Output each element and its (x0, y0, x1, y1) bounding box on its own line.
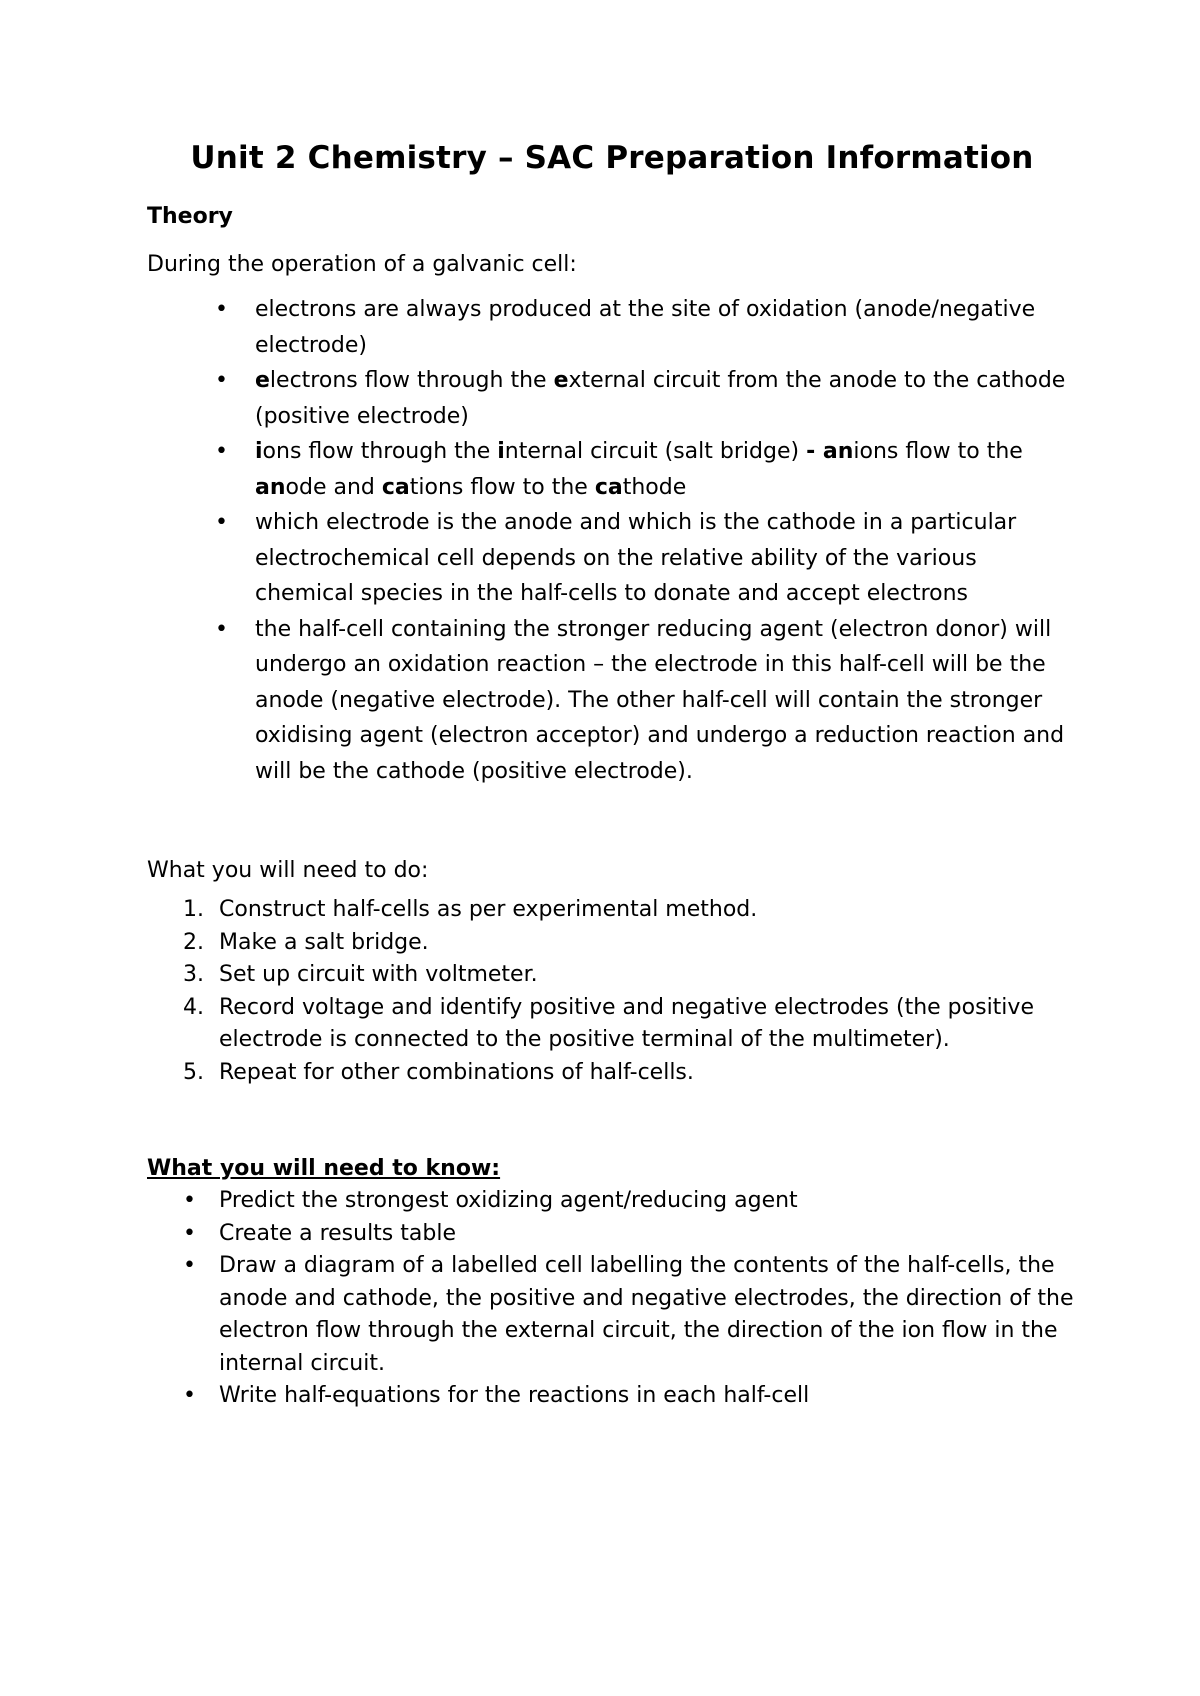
emphasis-letter: ca (381, 474, 410, 500)
theory-item-text: ode and (285, 474, 382, 500)
bullet-icon: • (183, 1383, 196, 1408)
know-bullet-list (147, 1185, 1077, 1413)
list-item (215, 292, 1077, 363)
list-item (215, 505, 1077, 612)
todo-step-list (147, 894, 1077, 1089)
theory-heading: Theory (147, 204, 233, 229)
document-page (147, 140, 1077, 1413)
know-item-text: Predict the strongest oxidizing agent/reducing agent (219, 1188, 798, 1213)
theory-item-text: thode (622, 474, 687, 500)
emphasis-letter: i (497, 439, 505, 464)
bullet-icon: • (215, 439, 228, 464)
list-item (183, 1185, 1077, 1218)
theory-intro: During the operation of a galvanic cell: (147, 252, 577, 277)
bullet-icon: • (183, 1188, 196, 1213)
list-item (183, 1218, 1077, 1251)
theory-item-text: nternal circuit (salt bridge) (504, 439, 807, 464)
list-item (183, 992, 1077, 1057)
list-item (215, 363, 1077, 434)
step-number: 4. (183, 994, 204, 1020)
emphasis-letter: ca (594, 474, 623, 500)
list-item (183, 927, 1077, 960)
list-item (183, 1250, 1077, 1380)
bullet-icon: • (215, 510, 228, 535)
bullet-icon: • (215, 297, 228, 322)
document-title: Unit 2 Chemistry – SAC Preparation Information (190, 140, 1034, 176)
bullet-icon: • (183, 1253, 196, 1278)
theory-item-text: electrons are always produced at the site of oxidation (anode/negative electrode) (255, 297, 1036, 358)
list-item (183, 1057, 1077, 1090)
list-item (183, 894, 1077, 927)
step-text: Construct half-cells as per experimental method. (219, 897, 758, 922)
list-item (215, 612, 1077, 790)
todo-intro: What you will need to do: (147, 858, 429, 883)
bullet-icon: • (215, 368, 228, 393)
theory-item-text: the half-cell containing the stronger reducing agent (electron donor) will undergo an oxidation reaction – the electrode in this half-cell will be the anode (negative electrode). The other half-cell will contain the stronger oxidising agent (electron acceptor) and undergo a reduction reaction and will be the cathode (positive electrode). (255, 616, 1065, 784)
step-text: Repeat for other combinations of half-cells. (219, 1059, 694, 1085)
know-item-text: Draw a diagram of a labelled cell labelling the contents of the half-cells, the anode and cathode, the positive and negative electrodes, the direction of the electron flow through the external circuit, the direction of the ion flow in the internal circuit. (219, 1253, 1074, 1376)
emphasis-letter: e (553, 368, 569, 393)
theory-item-text: ions flow to the (853, 439, 1023, 464)
step-number: 1. (183, 897, 204, 922)
theory-item-text: which electrode is the anode and which is the cathode in a particular electrochemical cell depends on the relative ability of the various chemical species in the half-cells to donate and accept electrons (255, 510, 1017, 606)
theory-item-text: xternal circuit from the anode to the cathode (positive electrode) (255, 368, 1066, 429)
emphasis-letter: i (255, 439, 263, 464)
know-heading: What you will need to know: (147, 1156, 501, 1181)
step-number: 2. (183, 929, 204, 955)
list-item (183, 959, 1077, 992)
theory-item-text: tions flow to the (409, 474, 595, 500)
list-item (215, 434, 1077, 505)
step-number: 5. (183, 1059, 204, 1085)
theory-item-text: ons flow through the (262, 439, 498, 464)
list-item (183, 1380, 1077, 1413)
bullet-icon: • (215, 616, 228, 642)
know-item-text: Write half-equations for the reactions in each half-cell (219, 1383, 810, 1408)
emphasis-letter: - an (806, 439, 854, 464)
step-text: Set up circuit with voltmeter. (219, 962, 538, 987)
step-number: 3. (183, 962, 204, 987)
emphasis-letter: e (255, 368, 270, 393)
step-text: Make a salt bridge. (219, 929, 429, 955)
bullet-icon: • (183, 1220, 196, 1246)
emphasis-letter: an (255, 474, 286, 500)
theory-item-text: lectrons flow through the (269, 368, 554, 393)
theory-bullet-list (147, 292, 1077, 789)
step-text: Record voltage and identify positive and negative electrodes (the positive electrode is connected to the positive terminal of the multimeter). (219, 994, 1034, 1052)
know-item-text: Create a results table (219, 1220, 456, 1246)
